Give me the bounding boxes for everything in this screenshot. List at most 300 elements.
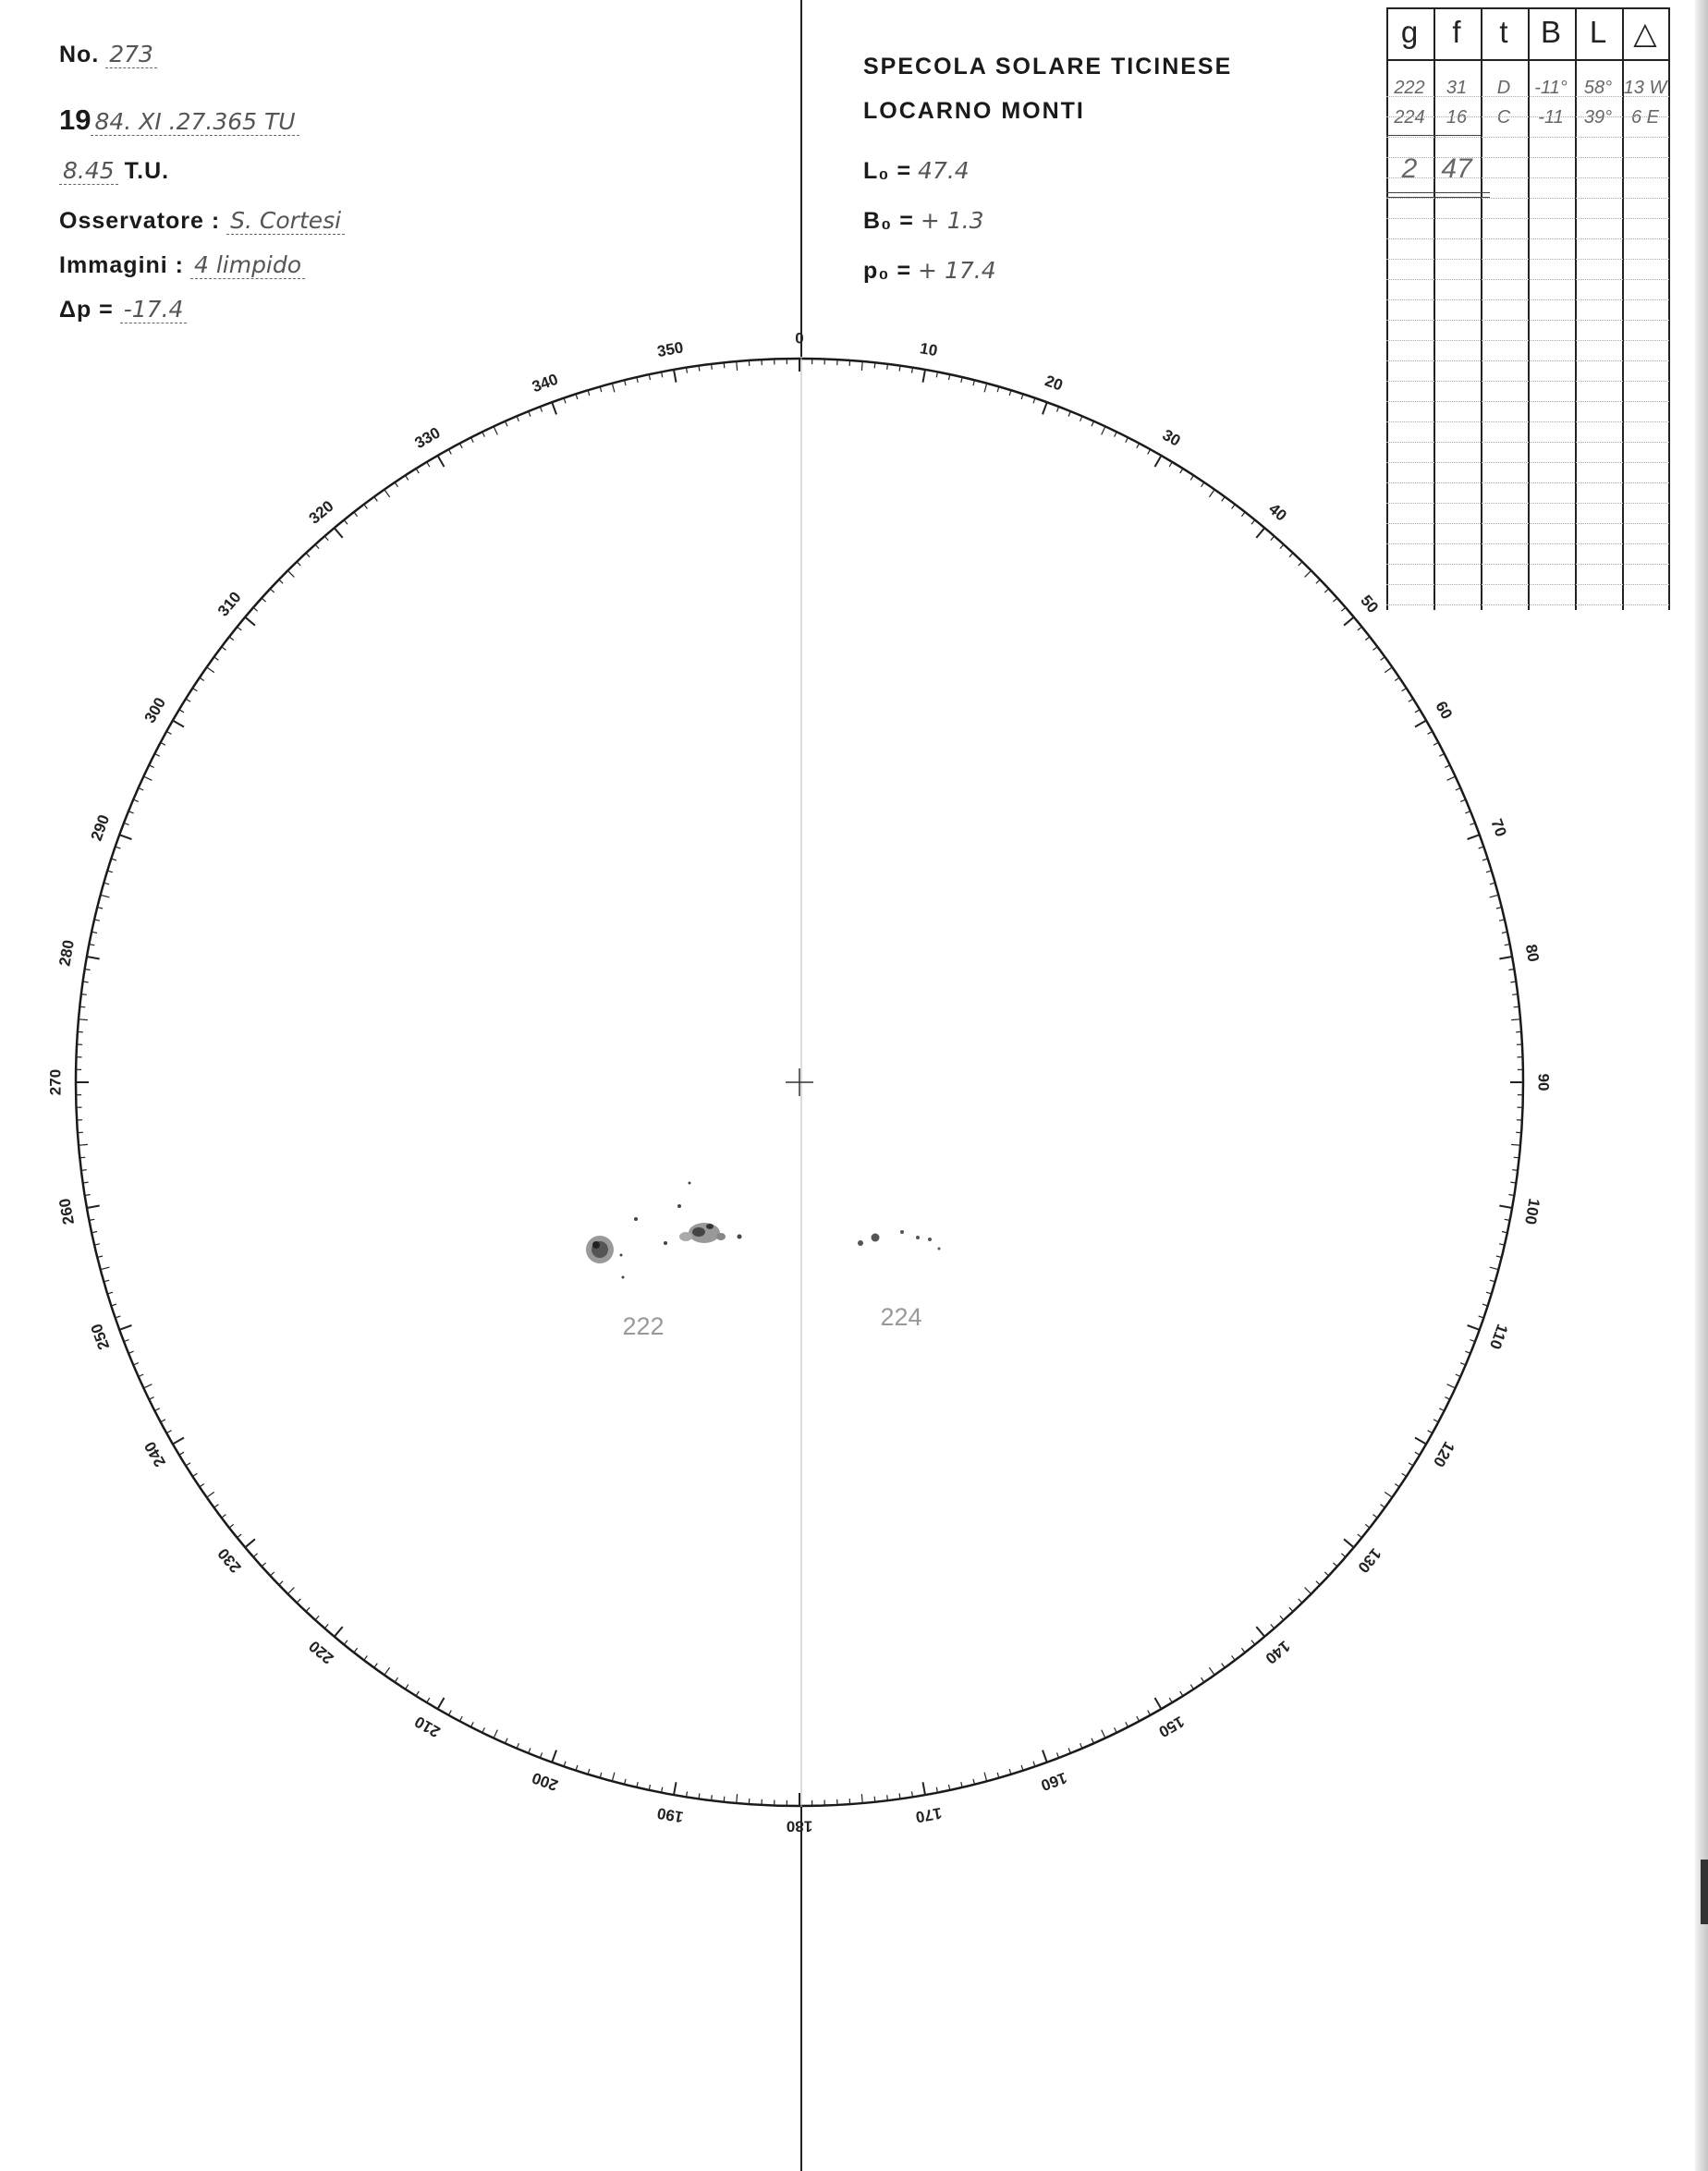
angle-tick [1402, 689, 1407, 691]
table-cell: 224 [1394, 107, 1425, 128]
angle-tick [1373, 647, 1378, 651]
table-cell: 13 W [1623, 78, 1667, 98]
sunspot-pore [689, 1182, 691, 1185]
station-location: LOCARNO MONTI [863, 98, 1085, 124]
angle-tick [1428, 1431, 1433, 1433]
angle-tick [887, 364, 888, 370]
angle-tick [1402, 1473, 1407, 1476]
header-l: L [1589, 15, 1607, 49]
angle-tick [1468, 835, 1480, 839]
angle-tick [179, 710, 184, 713]
angle-tick [119, 1325, 131, 1330]
angle-tick [984, 384, 987, 393]
angle-label: 230 [214, 1544, 245, 1577]
angle-tick [923, 1782, 926, 1795]
angle-tick [438, 1698, 445, 1709]
angle-label: 300 [140, 694, 170, 726]
angle-tick [1289, 553, 1293, 556]
angle-tick [262, 598, 266, 602]
angle-tick [1381, 1505, 1385, 1508]
angle-tick [427, 462, 430, 467]
angle-tick [1316, 1581, 1320, 1585]
angle-tick [306, 1607, 310, 1611]
angle-tick [448, 449, 451, 454]
angle-tick [214, 1505, 219, 1508]
angle-label: 130 [1354, 1544, 1385, 1577]
angle-tick [161, 1420, 165, 1422]
angle-tick [1180, 1691, 1183, 1696]
angle-tick [1137, 1716, 1140, 1721]
angle-tick [1251, 520, 1255, 525]
l0-value: L₀ = 47.4 [863, 157, 970, 184]
angle-tick [374, 497, 378, 502]
angle-tick [79, 1157, 85, 1158]
angle-tick [87, 1206, 100, 1209]
angle-tick [1209, 1667, 1214, 1675]
sunspot-umbra [858, 1240, 863, 1246]
angle-tick [297, 562, 300, 566]
angle-tick [324, 536, 328, 541]
angle-tick [1439, 754, 1444, 757]
angle-tick [149, 765, 153, 768]
angle-label: 350 [655, 338, 685, 361]
angle-label: 180 [786, 1817, 813, 1836]
angle-tick [506, 421, 508, 427]
angle-tick [506, 1738, 508, 1744]
angle-tick [161, 742, 165, 745]
angle-label: 90 [1534, 1073, 1553, 1092]
header-b: B [1540, 15, 1561, 49]
observation-time: 8.45 T.U. [59, 157, 169, 185]
total-spots: 47 [1441, 153, 1472, 184]
angle-tick [1299, 562, 1302, 566]
angle-tick [1395, 1484, 1399, 1487]
sunspot-pore [916, 1236, 920, 1239]
angle-tick [1316, 579, 1320, 583]
angle-tick [81, 1170, 87, 1171]
angle-tick [1511, 1019, 1520, 1020]
angle-tick [143, 776, 152, 780]
angle-tick [1468, 1325, 1480, 1330]
angle-tick [1092, 421, 1094, 427]
angle-tick [1305, 570, 1312, 577]
angle-tick [1169, 1698, 1172, 1702]
record-number: No. 273 [59, 41, 157, 68]
angle-tick [1434, 742, 1438, 745]
angle-tick [482, 432, 485, 436]
angle-tick [207, 667, 214, 673]
angle-tick [139, 1374, 144, 1377]
sunspot-pore [620, 1254, 623, 1257]
angle-tick [1415, 1452, 1420, 1455]
angle-tick [364, 505, 368, 509]
angle-tick [79, 1019, 88, 1020]
angle-tick [1102, 426, 1105, 434]
angle-label: 210 [411, 1712, 444, 1741]
angle-label: 0 [795, 329, 804, 348]
angle-tick [364, 1656, 368, 1661]
angle-tick [1137, 444, 1140, 448]
angle-tick [482, 1727, 485, 1732]
sunspot-umbra [706, 1224, 714, 1229]
angle-tick [1241, 1648, 1245, 1653]
angle-label: 110 [1485, 1322, 1512, 1352]
angle-tick [1333, 598, 1337, 602]
angle-tick [1447, 776, 1456, 780]
angle-tick [494, 1730, 497, 1738]
angle-tick [119, 835, 131, 839]
table-cell: D [1496, 78, 1511, 98]
angle-tick [1115, 1727, 1117, 1732]
angle-tick [1373, 1515, 1378, 1518]
angle-tick [166, 731, 171, 734]
angle-tick [222, 1515, 226, 1518]
angle-tick [416, 1691, 419, 1696]
angle-label: 100 [1520, 1197, 1543, 1226]
angle-tick [438, 456, 445, 467]
angle-label: 170 [914, 1803, 944, 1826]
angle-tick [1299, 1599, 1302, 1603]
angle-tick [101, 895, 110, 897]
angle-tick [279, 1581, 283, 1585]
angle-label: 160 [1038, 1768, 1069, 1795]
angle-label: 120 [1429, 1438, 1458, 1470]
angle-tick [1043, 1750, 1047, 1762]
angle-tick [200, 1484, 204, 1487]
angle-tick [101, 1267, 110, 1270]
angle-tick [253, 1554, 258, 1557]
sunspot-pore [900, 1230, 904, 1234]
angle-tick [1169, 462, 1172, 467]
angle-tick [335, 528, 343, 538]
angle-tick [1512, 994, 1518, 995]
table-cell: 16 [1446, 107, 1468, 128]
angle-tick [1126, 1722, 1128, 1726]
angle-tick [471, 1722, 474, 1726]
p0-value: p₀ = + 17.4 [863, 257, 996, 284]
angle-tick [1499, 1206, 1512, 1209]
angle-tick [253, 607, 258, 611]
angle-label: 340 [530, 370, 561, 396]
angle-tick [143, 1384, 152, 1388]
angle-tick [192, 689, 197, 691]
angle-tick [395, 482, 397, 487]
angle-tick [552, 1750, 556, 1762]
angle-tick [1324, 1572, 1328, 1576]
angle-label: 50 [1357, 592, 1383, 616]
angle-tick [674, 1782, 677, 1795]
angle-tick [354, 1648, 358, 1653]
angle-tick [1358, 1534, 1362, 1538]
angle-tick [1344, 617, 1354, 626]
angle-tick [154, 754, 159, 757]
angle-tick [149, 1397, 153, 1400]
angle-tick [1289, 1607, 1293, 1611]
table-cell: C [1496, 107, 1511, 128]
angle-tick [1180, 469, 1183, 473]
angle-label: 60 [1432, 698, 1457, 723]
angle-label: 220 [305, 1637, 337, 1668]
angle-tick [287, 570, 294, 577]
angle-tick [874, 1797, 875, 1802]
angle-tick [262, 1563, 266, 1567]
angle-tick [374, 1664, 378, 1668]
angle-tick [737, 1794, 738, 1803]
angle-tick [737, 361, 738, 371]
angle-tick [173, 1438, 184, 1445]
angle-label: 240 [140, 1438, 170, 1470]
table-cell: -11 [1538, 107, 1564, 128]
angle-label: 150 [1155, 1712, 1188, 1741]
angle-tick [1358, 627, 1362, 630]
angle-tick [612, 1773, 615, 1782]
angle-tick [1385, 1492, 1392, 1497]
angle-tick [459, 1716, 462, 1721]
table-cell: 31 [1446, 78, 1468, 98]
angle-tick [1512, 1170, 1518, 1171]
image-quality: Immagini : 4 limpido [59, 251, 305, 279]
angle-tick [1341, 1554, 1346, 1557]
angle-label: 290 [87, 812, 114, 844]
table-cell: 222 [1394, 78, 1425, 98]
angle-tick [1126, 437, 1128, 442]
angle-tick [238, 1534, 242, 1538]
table-cell: 6 E [1630, 107, 1660, 128]
angle-label: 270 [46, 1068, 65, 1096]
angle-tick [207, 1492, 214, 1497]
angle-tick [354, 512, 358, 517]
angle-tick [1102, 1730, 1105, 1738]
angle-tick [984, 1773, 987, 1782]
table-cell: 58° [1583, 78, 1613, 98]
angle-tick [1232, 1656, 1236, 1661]
sunspot-pore [634, 1217, 638, 1221]
angle-tick [724, 1797, 725, 1802]
angle-tick [81, 994, 87, 995]
angle-tick [1434, 1420, 1438, 1422]
angle-tick [1415, 1438, 1426, 1445]
angle-tick [1333, 1563, 1337, 1567]
angle-tick [1409, 699, 1413, 701]
angle-label: 260 [55, 1197, 79, 1226]
angle-tick [186, 699, 190, 701]
header-t: t [1499, 15, 1508, 49]
angle-tick [1514, 1006, 1519, 1007]
angle-tick [1232, 505, 1236, 509]
angle-tick [1445, 1397, 1449, 1400]
angle-tick [1514, 1157, 1519, 1158]
angle-tick [1447, 1384, 1456, 1388]
angle-tick [139, 788, 144, 791]
sunspot-pore [928, 1238, 932, 1241]
angle-tick [448, 1711, 451, 1715]
angle-tick [1385, 667, 1392, 673]
angle-tick [1428, 731, 1433, 734]
angle-label: 40 [1265, 499, 1290, 525]
angle-tick [712, 364, 713, 370]
angle-tick [173, 721, 184, 727]
angle-tick [406, 1685, 409, 1689]
group-label-224: 224 [880, 1303, 922, 1331]
angle-tick [1511, 1144, 1520, 1145]
angle-tick [1305, 1588, 1312, 1594]
scan-mark [1701, 1860, 1708, 1924]
angle-label: 10 [918, 339, 939, 360]
angle-tick [1043, 402, 1047, 414]
angle-label: 310 [214, 588, 245, 620]
angle-tick [1341, 607, 1346, 611]
angle-tick [1148, 1711, 1151, 1715]
header-f: f [1452, 15, 1461, 49]
angle-tick [297, 1599, 300, 1603]
angle-tick [416, 469, 419, 473]
angle-tick [1251, 1640, 1255, 1645]
angle-tick [315, 544, 319, 549]
angle-tick [1365, 1524, 1370, 1528]
angle-label: 190 [655, 1803, 685, 1826]
angle-tick [324, 1624, 328, 1628]
angle-tick [1190, 475, 1193, 480]
b0-value: B₀ = + 1.3 [863, 207, 984, 234]
angle-tick [154, 1409, 159, 1411]
sunspot-pore [738, 1235, 742, 1239]
angle-tick [1409, 1463, 1413, 1466]
angle-tick [287, 1588, 294, 1594]
angle-label: 330 [411, 423, 444, 453]
angle-label: 280 [55, 938, 79, 968]
angle-tick [1155, 456, 1162, 467]
angle-tick [1115, 432, 1117, 436]
sunspot-umbra [592, 1241, 600, 1249]
angle-tick [1280, 544, 1284, 549]
angle-tick [1256, 528, 1264, 538]
angle-tick [87, 957, 100, 959]
sunspot-umbra [872, 1234, 880, 1242]
sunspot-penumbra [716, 1233, 726, 1240]
angle-tick [214, 657, 219, 661]
angle-tick [384, 1667, 390, 1675]
sunspot-penumbra [679, 1232, 692, 1241]
angle-tick [923, 370, 926, 383]
angle-tick [79, 1144, 88, 1145]
group-label-222: 222 [622, 1312, 665, 1340]
angle-tick [395, 1677, 397, 1682]
angle-label: 20 [1043, 372, 1066, 395]
angle-tick [712, 1795, 713, 1800]
angle-tick [1241, 512, 1245, 517]
angle-tick [471, 437, 474, 442]
angle-tick [406, 475, 409, 480]
angle-tick [1344, 1539, 1354, 1547]
angle-label: 200 [530, 1768, 561, 1795]
angle-label: 80 [1521, 943, 1543, 964]
angle-tick [1445, 765, 1449, 768]
header-g: g [1400, 15, 1419, 49]
angle-tick [612, 384, 615, 393]
angle-label: 250 [87, 1321, 114, 1352]
angle-tick [384, 490, 390, 497]
angle-tick [724, 362, 725, 368]
angle-tick [1415, 721, 1426, 727]
sunspot-pore [938, 1248, 941, 1250]
angle-tick [166, 1431, 171, 1433]
angle-tick [192, 1473, 197, 1476]
angle-tick [1202, 482, 1204, 487]
angle-tick [1222, 497, 1226, 502]
angle-tick [245, 617, 255, 626]
sunspot-umbra [692, 1227, 705, 1237]
angle-label: 30 [1159, 425, 1184, 450]
angle-tick [279, 579, 283, 583]
angle-tick [335, 1627, 343, 1637]
angle-tick [270, 1572, 274, 1576]
sunspot-pore [664, 1241, 667, 1245]
delta-p: Δp = -17.4 [59, 296, 187, 323]
table-cell: -11° [1534, 78, 1568, 98]
angle-tick [1490, 895, 1499, 897]
observer: Osservatore : S. Cortesi [59, 207, 345, 235]
angle-tick [1395, 677, 1399, 680]
observation-date: 19 84. XI .27.365 TU [59, 104, 299, 137]
angle-tick [270, 589, 274, 592]
angle-tick [238, 627, 242, 630]
angle-tick [186, 1463, 190, 1466]
angle-tick [1324, 589, 1328, 592]
angle-tick [861, 1794, 862, 1803]
angle-tick [1280, 1616, 1284, 1620]
angle-tick [245, 1539, 255, 1547]
angle-tick [315, 1616, 319, 1620]
angle-tick [1365, 637, 1370, 640]
angle-tick [200, 677, 204, 680]
angle-tick [1271, 536, 1275, 541]
angle-label: 140 [1262, 1637, 1294, 1668]
angle-tick [1490, 1267, 1499, 1270]
angle-tick [1381, 657, 1385, 661]
station-name: SPECOLA SOLARE TICINESE [863, 54, 1233, 79]
angle-tick [1222, 1664, 1226, 1668]
angle-tick [861, 361, 862, 371]
angle-tick [344, 1640, 348, 1645]
sunspot-pore [677, 1204, 681, 1208]
angle-tick [427, 1698, 430, 1702]
angle-tick [229, 1524, 234, 1528]
angle-tick [1499, 957, 1512, 959]
total-groups: 2 [1401, 153, 1418, 184]
angle-tick [1256, 1627, 1264, 1637]
angle-tick [222, 647, 226, 651]
angle-tick [887, 1795, 888, 1800]
angle-tick [1456, 1374, 1461, 1377]
table-cell: 39° [1583, 107, 1613, 128]
angle-tick [1148, 449, 1151, 454]
scan-edge [1695, 0, 1708, 2171]
angle-tick [1439, 1409, 1444, 1411]
angle-tick [674, 370, 677, 383]
angle-tick [494, 426, 497, 434]
angle-tick [874, 362, 875, 368]
header-delta: △ [1633, 16, 1657, 50]
angle-tick [79, 1006, 85, 1007]
angle-tick [229, 637, 234, 640]
angle-tick [1190, 1685, 1193, 1689]
angle-tick [179, 1452, 184, 1455]
angle-tick [1155, 1698, 1162, 1709]
angle-tick [306, 553, 310, 556]
angle-tick [1456, 788, 1461, 791]
angle-tick [459, 444, 462, 448]
angle-tick [1209, 490, 1214, 497]
